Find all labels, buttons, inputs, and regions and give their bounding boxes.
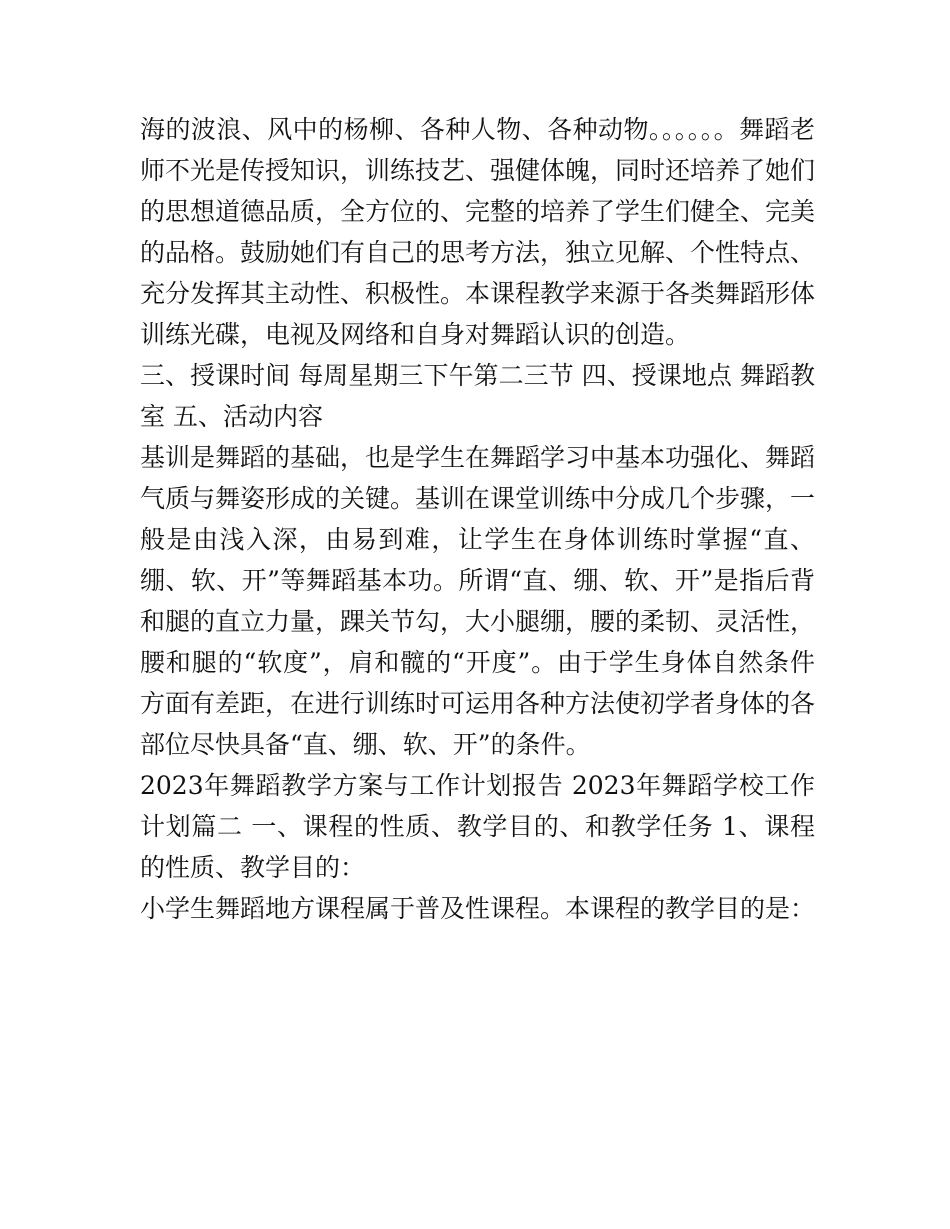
paragraph-plan-title: 2023年舞蹈教学方案与工作计划报告 2023年舞蹈学校工作计划篇二 一、课程的性质、教学目的、和教学任务 1、课程的性质、教学目的： bbox=[140, 771, 815, 882]
paragraph-course-purpose: 小学生舞蹈地方课程属于普及性课程。本课程的教学目的是： bbox=[140, 894, 816, 923]
paragraph-dance-teacher-role: 海的波浪、风中的杨柳、各种人物、各种动物。。。。。。舞蹈老师不光是传授知识，训练技艺、强健体魄，同时还培养了她们的思想道德品质，全方位的、完整的培养了学生们健全、完美的品格。鼓励她们有自己的思考方法，独立见解、个性特点、充分发挥其主动性、积极性。本课程教学来源于各类舞蹈形体训练光碟，电视及网络和自身对舞蹈认识的创造。 bbox=[140, 115, 816, 349]
body-text bbox=[140, 109, 815, 929]
paragraph-schedule-location: 三、授课时间 每周星期三下午第二三节 四、授课地点 舞蹈教室 五、活动内容 bbox=[140, 361, 815, 431]
paragraph-basic-training: 基训是舞蹈的基础，也是学生在舞蹈学习中基本功强化、舞蹈气质与舞姿形成的关键。基训在课堂训练中分成几个步骤，一般是由浅入深，由易到难，让学生在身体训练时掌握“直、绷、软、开”等舞蹈基本功。所谓“直、绷、软、开”是指后背和腿的直立力量，踝关节勾，大小腿绷，腰的柔韧、灵活性，腰和腿的“软度”，肩和髋的“开度”。由于学生身体自然条件方面有差距，在进行训练时可运用各种方法使初学者身体的各部位尽快具备“直、绷、软、开”的条件。 bbox=[140, 443, 816, 759]
